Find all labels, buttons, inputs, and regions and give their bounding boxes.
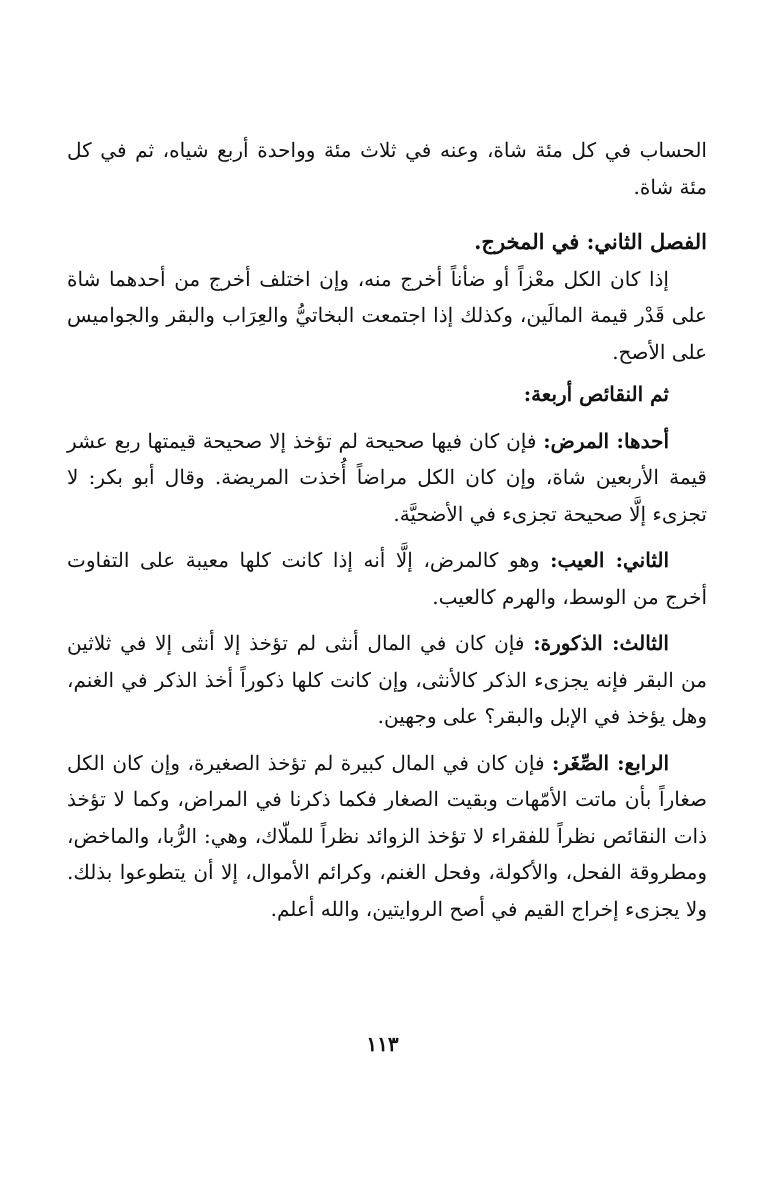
text-illness: فإن كان فيها صحيحة لم تؤخذ إلا صحيحة قيمتها ربع عشر قيمة الأربعين شاة، وإن كان الكل مراضاً أُخذت المريضة. وقال أبو بكر: لا تجزىء إلَّا صحيحة تجزىء في الأضحيَّة. — [67, 428, 707, 526]
term-defect: الثاني: العيب: — [550, 548, 670, 572]
section-heading: الفصل الثاني: في المخرج. — [474, 229, 707, 254]
paragraph-illness — [67, 423, 707, 533]
paragraph-mixed-flock: إذا كان الكل معْزاً أو ضأناً أخرج منه، وإن اختلف أخرج من أحدهما شاة على قَدْر قيمة المالَين، وكذلك إذا اجتمعت البخاتيُّ والعِرَاب والبقر والجواميس على الأصح. — [67, 266, 707, 364]
page-number: ١١٣ — [366, 1032, 399, 1056]
paragraph-maleness — [67, 625, 707, 735]
page-body — [67, 132, 707, 927]
paragraph-continuation: الحساب في كل مئة شاة، وعنه في ثلاث مئة وواحدة أربع شياه، ثم في كل مئة شاة. — [67, 138, 707, 199]
text-defect: وهو كالمرض، إلَّا أنه إذا كانت كلها معيبة على التفاوت أخرج من الوسط، والهرم كالعيب. — [67, 548, 707, 609]
paragraph-youth — [67, 745, 707, 928]
term-maleness: الثالث: الذكورة: — [533, 631, 669, 655]
paragraph-defect — [67, 542, 707, 615]
subheading-deficiencies: ثم النقائص أربعة: — [523, 382, 669, 406]
text-maleness: فإن كان في المال أنثى لم تؤخذ إلا أنثى إلا في ثلاثين من البقر فإنه يجزىء الذكر كالأنثى، وإن كانت كلها ذكوراً أخذ الذكر في الغنم، وهل يؤخذ في الإبل والبقر؟ على وجهين. — [67, 631, 707, 728]
text-youth: فإن كان في المال كبيرة لم تؤخذ الصغيرة، وإن كان الكل صغاراً بأن ماتت الأمّهات وبقيت الصغار فكما ذكرنا في المراض، وكما لا تؤخذ ذات النقائص نظراً للفقراء لا تؤخذ الزوائد نظراً للملّاك، وهي: الرُّبا، والماخض، ومطروقة الفحل، والأكولة، وفحل الغنم، وكرائم الأموال، إلا أن يتطوعوا بذلك. ولا يجزىء إخراج القيم في أصح الروايتين، والله أعلم. — [67, 750, 707, 921]
term-illness: أحدها: المرض: — [543, 428, 669, 453]
term-youth: الرابع: الصِّغَر: — [552, 750, 670, 775]
